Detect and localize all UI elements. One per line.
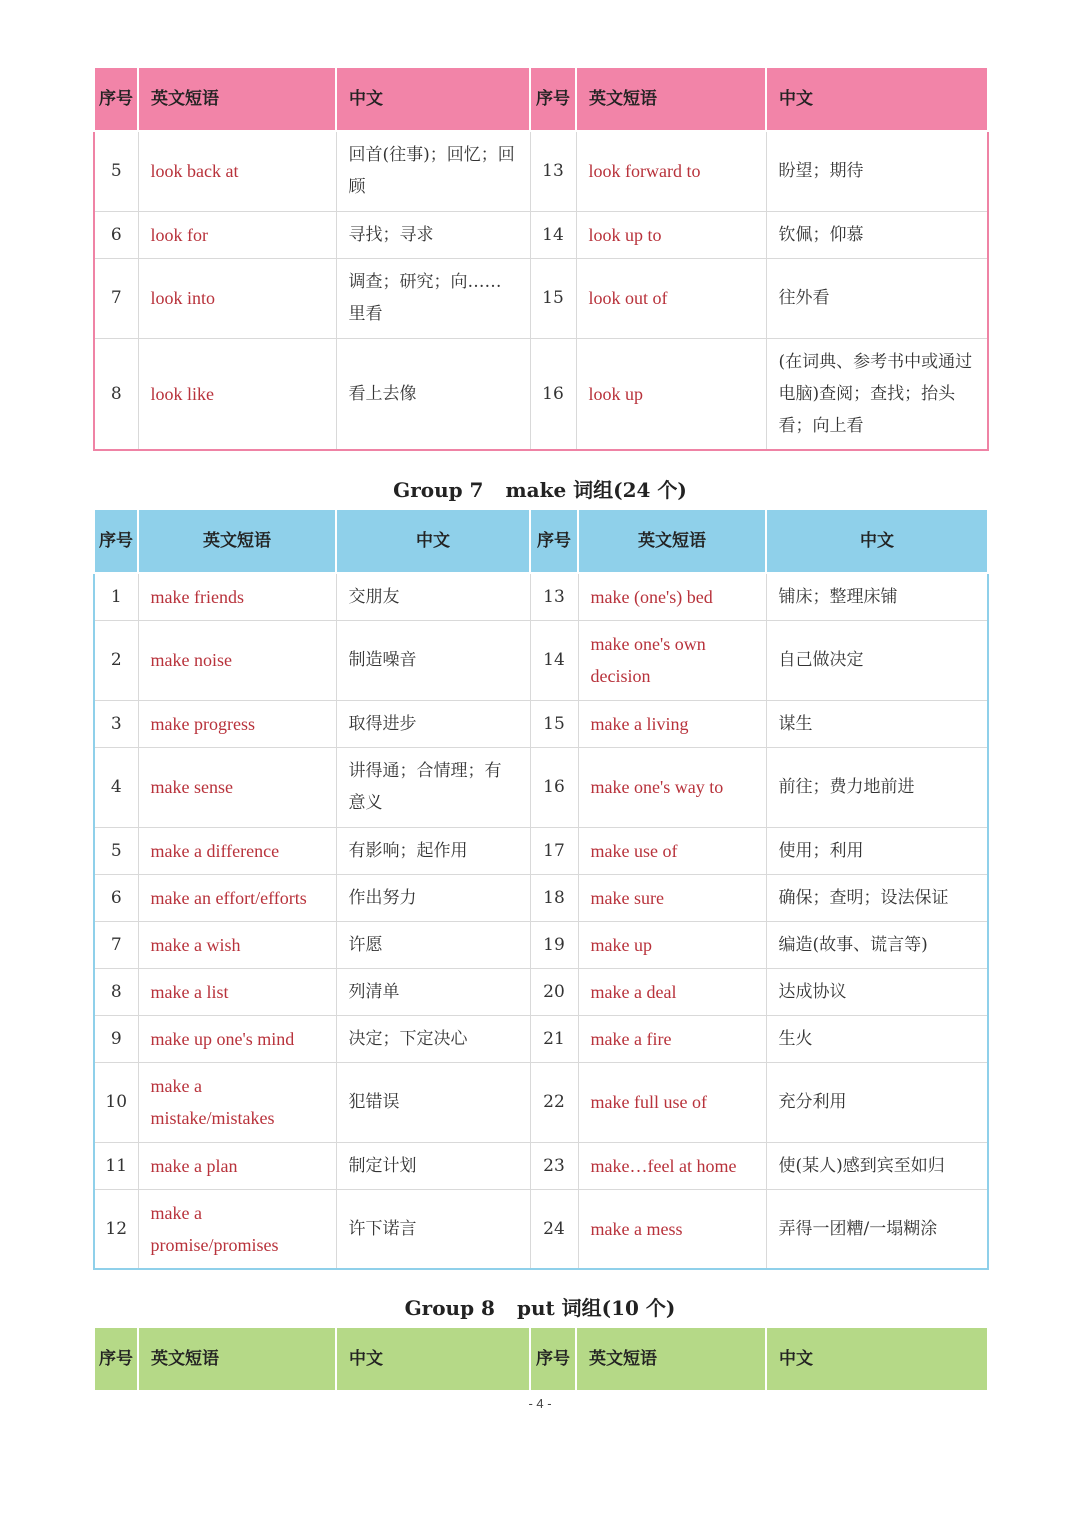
table-header-row [94, 509, 988, 573]
table-row [94, 1015, 988, 1062]
row-num: 13 [530, 131, 576, 211]
table-row [94, 211, 988, 258]
meaning-text: 制定计划 [336, 1142, 530, 1189]
row-num: 15 [530, 700, 578, 747]
header-meaning: 中文 [766, 509, 988, 573]
meaning-text: 作出努力 [336, 874, 530, 921]
table-row [94, 827, 988, 874]
group-label: Group 8 [404, 1296, 495, 1320]
meaning-text: 达成协议 [766, 968, 988, 1015]
row-num: 18 [530, 874, 578, 921]
table-row [94, 338, 988, 450]
row-num: 4 [94, 747, 138, 827]
row-num: 5 [94, 827, 138, 874]
meaning-text: 制造噪音 [336, 620, 530, 700]
meaning-text: 生火 [766, 1015, 988, 1062]
meaning-text: 铺床；整理床铺 [766, 573, 988, 620]
header-meaning: 中文 [336, 1327, 530, 1391]
meaning-text: 有影响；起作用 [336, 827, 530, 874]
table-row [94, 747, 988, 827]
make-phrases-table [93, 508, 989, 1270]
phrase-text: make…feel at home [578, 1142, 766, 1189]
header-num: 序号 [94, 67, 138, 131]
header-num: 序号 [530, 1327, 576, 1391]
phrase-text: make a fire [578, 1015, 766, 1062]
phrase-text: make a mistake/mistakes [138, 1062, 336, 1142]
row-num: 19 [530, 921, 578, 968]
row-num: 14 [530, 620, 578, 700]
header-meaning: 中文 [766, 1327, 988, 1391]
meaning-text: 谋生 [766, 700, 988, 747]
row-num: 16 [530, 338, 576, 450]
table-row [94, 131, 988, 211]
phrase-text: make one's way to [578, 747, 766, 827]
meaning-text: 交朋友 [336, 573, 530, 620]
row-num: 16 [530, 747, 578, 827]
meaning-text: 确保；查明；设法保证 [766, 874, 988, 921]
header-phrase: 英文短语 [138, 1327, 336, 1391]
header-num: 序号 [530, 509, 578, 573]
row-num: 6 [94, 211, 138, 258]
row-num: 12 [94, 1189, 138, 1269]
meaning-text: 寻找；寻求 [336, 211, 530, 258]
group-name: make 词组(24 个) [505, 478, 687, 502]
row-num: 17 [530, 827, 578, 874]
table-row [94, 874, 988, 921]
phrase-text: make full use of [578, 1062, 766, 1142]
header-num: 序号 [94, 509, 138, 573]
meaning-text: 许下诺言 [336, 1189, 530, 1269]
group-7-title [0, 474, 1080, 503]
table-header-row [94, 67, 988, 131]
phrase-text: make a plan [138, 1142, 336, 1189]
row-num: 11 [94, 1142, 138, 1189]
table-row [94, 968, 988, 1015]
meaning-text: 盼望；期待 [766, 131, 988, 211]
phrase-text: make a promise/promises [138, 1189, 336, 1269]
phrase-text: make progress [138, 700, 336, 747]
look-phrases-table [93, 66, 989, 451]
phrase-text: make a difference [138, 827, 336, 874]
header-meaning: 中文 [336, 67, 530, 131]
phrase-text: make friends [138, 573, 336, 620]
row-num: 20 [530, 968, 578, 1015]
phrase-text: look up [576, 338, 766, 450]
phrase-text: look for [138, 211, 336, 258]
meaning-text: 取得进步 [336, 700, 530, 747]
meaning-text: 使(某人)感到宾至如归 [766, 1142, 988, 1189]
phrase-text: make an effort/efforts [138, 874, 336, 921]
row-num: 1 [94, 573, 138, 620]
row-num: 15 [530, 258, 576, 338]
phrase-text: look back at [138, 131, 336, 211]
row-num: 2 [94, 620, 138, 700]
phrase-text: make a mess [578, 1189, 766, 1269]
phrase-text: make a living [578, 700, 766, 747]
row-num: 21 [530, 1015, 578, 1062]
group-8-title [0, 1292, 1080, 1321]
phrase-text: look up to [576, 211, 766, 258]
header-phrase: 英文短语 [576, 1327, 766, 1391]
meaning-text: 列清单 [336, 968, 530, 1015]
meaning-text: 编造(故事、谎言等) [766, 921, 988, 968]
phrase-text: look like [138, 338, 336, 450]
row-num: 23 [530, 1142, 578, 1189]
row-num: 6 [94, 874, 138, 921]
phrase-text: look into [138, 258, 336, 338]
phrase-text: look forward to [576, 131, 766, 211]
meaning-text: 使用；利用 [766, 827, 988, 874]
meaning-text: 犯错误 [336, 1062, 530, 1142]
meaning-text: 看上去像 [336, 338, 530, 450]
meaning-text: 决定；下定决心 [336, 1015, 530, 1062]
meaning-text: 弄得一团糟/一塌糊涂 [766, 1189, 988, 1269]
group-name: put 词组(10 个) [516, 1296, 676, 1320]
page-number: - 4 - [528, 1396, 552, 1411]
header-meaning: 中文 [766, 67, 988, 131]
meaning-text: 往外看 [766, 258, 988, 338]
meaning-text: 许愿 [336, 921, 530, 968]
meaning-text: 回首(往事)；回忆；回顾 [336, 131, 530, 211]
row-num: 14 [530, 211, 576, 258]
row-num: 24 [530, 1189, 578, 1269]
header-phrase: 英文短语 [576, 67, 766, 131]
table-row [94, 921, 988, 968]
phrase-text: make sense [138, 747, 336, 827]
row-num: 9 [94, 1015, 138, 1062]
meaning-text: (在词典、参考书中或通过电脑)查阅；查找；抬头看；向上看 [766, 338, 988, 450]
table-row [94, 1142, 988, 1189]
row-num: 5 [94, 131, 138, 211]
header-num: 序号 [530, 67, 576, 131]
meaning-text: 充分利用 [766, 1062, 988, 1142]
meaning-text: 钦佩；仰慕 [766, 211, 988, 258]
table-header-row [94, 1327, 988, 1391]
row-num: 8 [94, 968, 138, 1015]
header-num: 序号 [94, 1327, 138, 1391]
header-phrase: 英文短语 [138, 509, 336, 573]
table-row [94, 1062, 988, 1142]
group-label: Group 7 [393, 478, 484, 502]
meaning-text: 自己做决定 [766, 620, 988, 700]
phrase-text: make sure [578, 874, 766, 921]
row-num: 22 [530, 1062, 578, 1142]
meaning-text: 调查；研究；向……里看 [336, 258, 530, 338]
put-phrases-table [93, 1326, 989, 1392]
phrase-text: make a deal [578, 968, 766, 1015]
meaning-text: 前往；费力地前进 [766, 747, 988, 827]
header-meaning: 中文 [336, 509, 530, 573]
table-row [94, 258, 988, 338]
phrase-text: make use of [578, 827, 766, 874]
row-num: 10 [94, 1062, 138, 1142]
meaning-text: 讲得通；合情理；有意义 [336, 747, 530, 827]
table-row [94, 573, 988, 620]
phrase-text: make up [578, 921, 766, 968]
table-row [94, 1189, 988, 1269]
header-phrase: 英文短语 [138, 67, 336, 131]
table-row [94, 700, 988, 747]
phrase-text: look out of [576, 258, 766, 338]
phrase-text: make noise [138, 620, 336, 700]
header-phrase: 英文短语 [578, 509, 766, 573]
row-num: 8 [94, 338, 138, 450]
phrase-text: make a list [138, 968, 336, 1015]
phrase-text: make a wish [138, 921, 336, 968]
row-num: 7 [94, 921, 138, 968]
row-num: 13 [530, 573, 578, 620]
row-num: 3 [94, 700, 138, 747]
table-row [94, 620, 988, 700]
phrase-text: make up one's mind [138, 1015, 336, 1062]
phrase-text: make (one's) bed [578, 573, 766, 620]
phrase-text: make one's own decision [578, 620, 766, 700]
row-num: 7 [94, 258, 138, 338]
